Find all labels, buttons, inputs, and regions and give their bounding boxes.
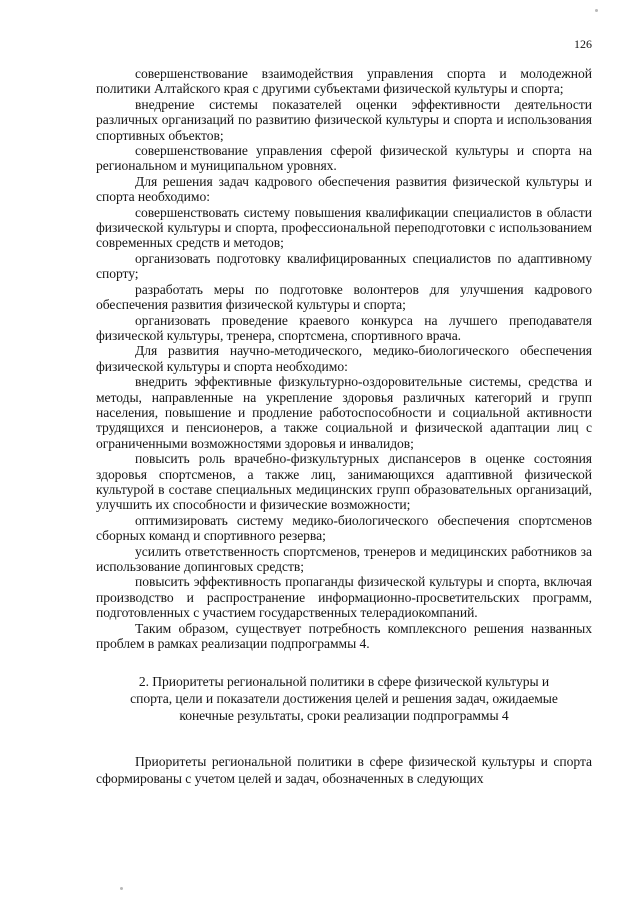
page-number: 126 xyxy=(574,37,592,51)
paragraph: организовать подготовку квалифицированных специалистов по адаптивному спорту; xyxy=(96,250,592,282)
closing-paragraph: Приоритеты региональной политики в сфере физической культуры и спорта сформированы с учетом целей и задач, обозначенных в следующих xyxy=(96,754,592,787)
document-body xyxy=(96,66,592,787)
scan-dot xyxy=(595,9,598,12)
section-heading-line: спорта, цели и показатели достижения целей и решения задач, ожидаемые xyxy=(130,691,558,707)
paragraph: совершенствование взаимодействия управления спорта и молодежной политики Алтайского края с другими субъектами физической культуры и спорта; xyxy=(96,66,592,97)
paragraph: повысить эффективность пропаганды физической культуры и спорта, включая производство и распространение информационно-просветительских программ, подготовленных с участием государственных телерадиокомпаний. xyxy=(96,574,592,621)
paragraph: организовать проведение краевого конкурса на лучшего преподавателя физической культуры, тренера, спортсмена, спортивного врача. xyxy=(96,312,592,343)
paragraph: усилить ответственность спортсменов, тренеров и медицинских работников за использование допинговых средств; xyxy=(96,543,592,574)
paragraph: Для решения задач кадрового обеспечения развития физической культуры и спорта необходимо: xyxy=(96,173,592,205)
paragraph: внедрить эффективные физкультурно-оздоровительные системы, средства и методы, направленные на укрепление здоровья различных категорий и групп населения, повышение и продление работоспособности и социальной активности трудящихся и пенсионеров, а также социальной и физической адаптации лиц с ограниченными возможностями здоровья и инвалидов; xyxy=(96,374,592,451)
paragraph: Для развития научно-методического, медико-биологического обеспечения физической культуры и спорта необходимо: xyxy=(96,343,592,374)
paragraph: совершенствование управления сферой физической культуры и спорта на региональном и муниципальном уровнях. xyxy=(96,143,592,174)
paragraph: внедрение системы показателей оценки эффективности деятельности различных организаций по развитию физической культуры и спорта и использования спортивных объектов; xyxy=(96,96,592,143)
section-heading xyxy=(96,673,592,724)
paragraph: повысить роль врачебно-физкультурных диспансеров в оценке состояния здоровья спортсменов, а также лиц, занимающихся адаптивной физической культурой в составе специальных медицинских групп образовательных организаций, улучшить их способности и физические возможности; xyxy=(96,451,592,513)
section-heading-line: конечные результаты, сроки реализации подпрограммы 4 xyxy=(179,708,509,724)
section-heading-line: 2. Приоритеты региональной политики в сфере физической культуры и xyxy=(138,674,550,690)
paragraph: Таким образом, существует потребность комплексного решения названных проблем в рамках реализации подпрограммы 4. xyxy=(96,620,592,652)
paragraph: совершенствовать систему повышения квалификации специалистов в области физической культуры и спорта, профессиональной переподготовки с использованием современных средств и методов; xyxy=(96,204,592,251)
paragraph: разработать меры по подготовке волонтеров для улучшения кадрового обеспечения развития физической культуры и спорта; xyxy=(96,281,592,313)
scan-dot xyxy=(120,887,123,890)
paragraph: оптимизировать систему медико-биологического обеспечения спортсменов сборных команд и спортивного резерва; xyxy=(96,512,592,544)
